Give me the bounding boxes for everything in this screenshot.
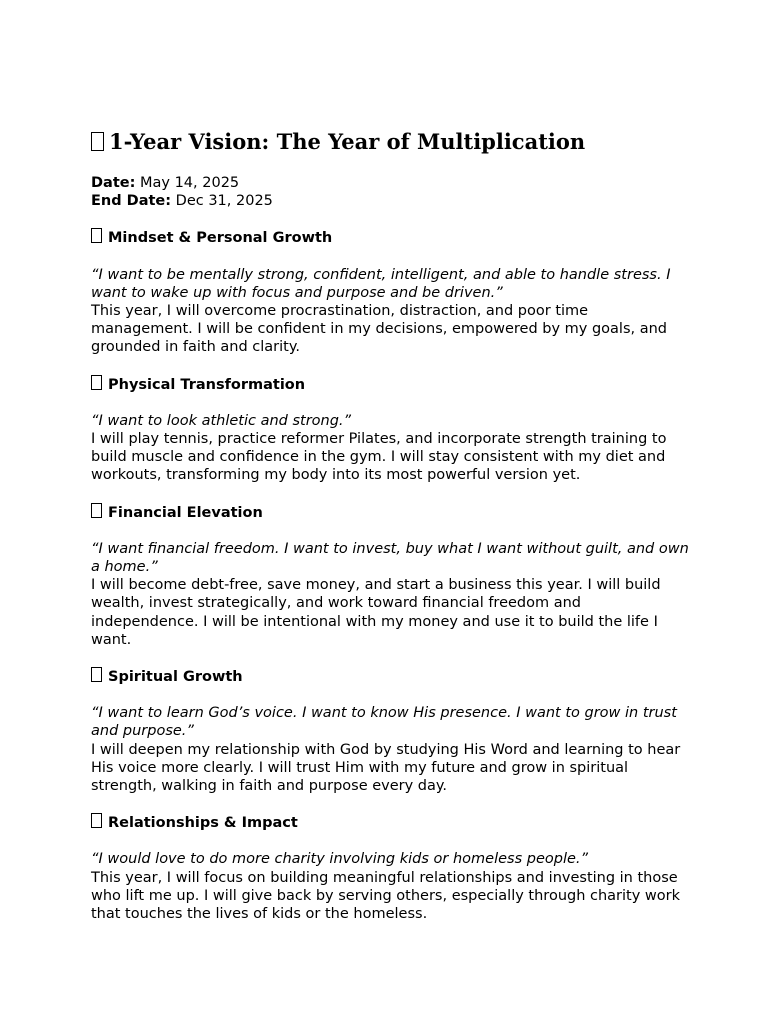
- date-block: [91, 174, 691, 210]
- section-heading: [91, 667, 691, 686]
- section-heading-text: Spiritual Growth: [108, 669, 243, 686]
- section-physical: [91, 375, 691, 485]
- section-heading-text: Financial Elevation: [108, 504, 263, 521]
- start-date-value: May 14, 2025: [140, 175, 240, 191]
- section-heading: [91, 813, 691, 832]
- glyph-placeholder-icon: [91, 375, 102, 390]
- section-heading: [91, 503, 691, 522]
- section-quote: “I want to be mentally strong, confident, intelligent, and able to handle stress. I want to wake up with focus and purpose and be driven.”: [91, 266, 671, 301]
- document-content: [91, 128, 691, 941]
- section-body: This year, I will focus on building meaningful relationships and investing in those who lift me up. I will give back by serving others, especially through charity work that touches the lives of kids or the homeless.: [91, 869, 681, 923]
- section-body: I will deepen my relationship with God by studying His Word and learning to hear His voice more clearly. I will trust Him with my future and grow in spiritual strength, walking in faith and purpose every day.: [91, 741, 681, 795]
- glyph-placeholder-icon: [91, 667, 102, 682]
- page-title-text: 1-Year Vision: The Year of Multiplication: [109, 129, 586, 154]
- end-date-value: Dec 31, 2025: [175, 193, 273, 210]
- end-date-line: [91, 192, 691, 210]
- section-mindset: [91, 228, 691, 356]
- glyph-placeholder-icon: [91, 503, 102, 518]
- section-quote: “I want to learn God’s voice. I want to know His presence. I want to grow in trust and purpose.”: [91, 705, 677, 740]
- section-body: This year, I will overcome procrastination, distraction, and poor time management. I will be confident in my decisions, empowered by my goals, and grounded in faith and clarity.: [91, 303, 668, 356]
- glyph-placeholder-icon: [91, 132, 104, 151]
- section-heading: [91, 228, 691, 247]
- end-date-label: End Date:: [91, 193, 172, 210]
- glyph-placeholder-icon: [91, 813, 102, 828]
- section-financial: [91, 503, 691, 649]
- page-title: [91, 128, 691, 156]
- section-heading-text: Mindset & Personal Growth: [108, 230, 333, 247]
- start-date-label: Date:: [91, 175, 136, 191]
- section-quote: “I want to look athletic and strong.”: [91, 412, 352, 429]
- start-date-line: [91, 174, 691, 192]
- section-relationships: [91, 813, 691, 923]
- section-body: I will play tennis, practice reformer Pilates, and incorporate strength training to build muscle and confidence in the gym. I will stay consistent with my diet and workouts, transforming my body into its most powerful version yet.: [91, 431, 667, 484]
- section-quote: “I want financial freedom. I want to invest, buy what I want without guilt, and own a home.”: [91, 540, 689, 576]
- section-quote: “I would love to do more charity involving kids or homeless people.”: [91, 851, 589, 868]
- section-spiritual: [91, 667, 691, 795]
- section-heading-text: Physical Transformation: [108, 376, 306, 393]
- section-heading: [91, 375, 691, 394]
- glyph-placeholder-icon: [91, 228, 102, 243]
- section-body: I will become debt-free, save money, and start a business this year. I will build wealth, invest strategically, and work toward financial freedom and independence. I will be intentional with my money and use it to build the life I want.: [91, 577, 661, 648]
- section-heading-text: Relationships & Impact: [108, 815, 298, 832]
